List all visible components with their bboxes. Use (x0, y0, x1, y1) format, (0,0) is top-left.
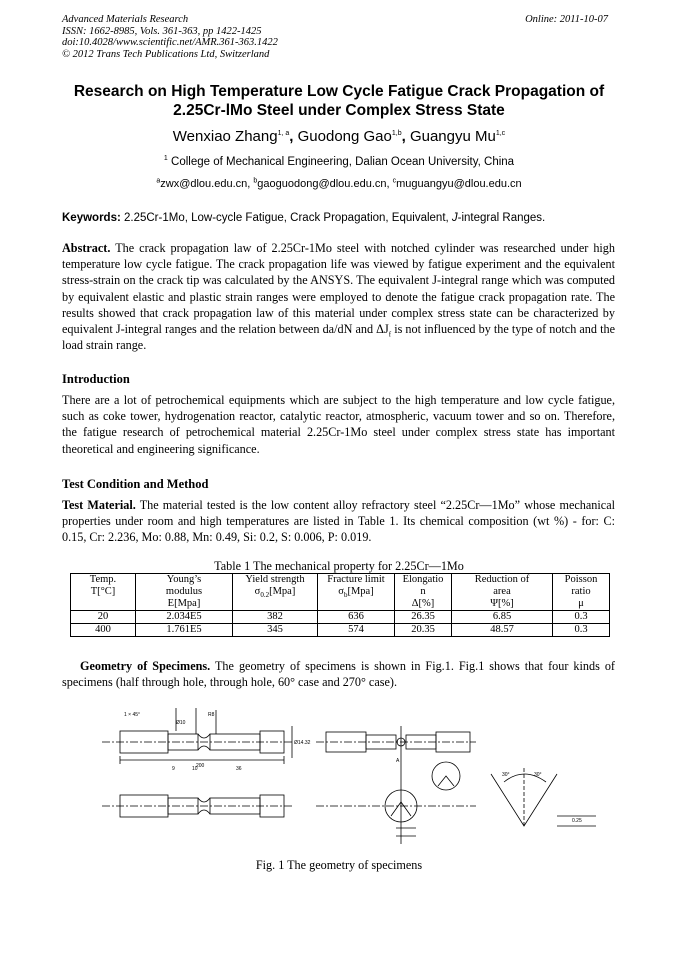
author-affil-mark: 1,c (495, 130, 506, 137)
abstract-tail: is not influenced by the type of notch and the load strain range. (62, 322, 615, 353)
geometry-paragraph (62, 658, 615, 690)
table-cell: 48.57 (452, 624, 553, 637)
col-header-fracture: Fracture limit $\sigma_b[Mpa]$ (318, 574, 395, 611)
table-cell: 400 (71, 624, 136, 637)
keywords-label: Keywords: (62, 212, 121, 224)
specimen-drawing (316, 790, 476, 836)
col-header-temp: Temp. T[°C] (71, 574, 136, 611)
paper-title (40, 82, 638, 120)
online-date: Online: 2011-10-07 (525, 14, 608, 25)
table-header-row (71, 574, 610, 611)
keywords (62, 212, 616, 224)
title-line-2: 2.25Cr-lMo Steel under Complex Stress State (173, 102, 505, 119)
specimen-geometry-figure (96, 704, 596, 852)
abstract-label: Abstract. (62, 241, 111, 255)
test-material-paragraph (62, 497, 615, 546)
affiliation-number: 1 (163, 155, 168, 163)
author-name: Wenxiao Zhang (172, 128, 278, 145)
title-line-1: Research on High Temperature Low Cycle Fatigue Crack Propagation of (73, 83, 605, 100)
table-cell: 1.761E5 (136, 624, 233, 637)
table-cell: 345 (233, 624, 318, 637)
mechanical-property-table (70, 573, 610, 637)
journal-name: Advanced Materials Research (62, 14, 189, 25)
col-header-elongation: Elongatio n Δ[%] (395, 574, 452, 611)
section-heading-introduction: Introduction (62, 372, 130, 386)
author-affil-mark: 1,b (391, 130, 402, 137)
abstract-text: The crack propagation law of 2.25Cr-1Mo steel with notched cylinder was researched under high temperature low cycle fatigue. The crack propagation life was viewed by fatigue experiment and the equivalent stress-strain on the crack tip was calculated by the ANSYS. The equivalent J-integral range which was computed by equivalent elastic and plastic strain ranges were employed to denote the fatigue crack propagation rate. The results showed that crack propagation law of this material under complex stress state can be characterized by equivalent J-integral ranges and the relation between da/dN and ΔJ (62, 241, 615, 337)
email-link[interactable]: gaoguodong@dlou.edu.cn, (257, 178, 393, 190)
affiliation (40, 156, 638, 168)
section-heading-test: Test Condition and Method (62, 477, 209, 491)
dim-label: Ø14.32 (294, 740, 311, 746)
col-header-poisson: Poisson ratio μ (553, 574, 610, 611)
dim-label: R8 (208, 712, 215, 718)
keywords-text: 2.25Cr-1Mo, Low-cycle Fatigue, Crack Propagation, Equivalent, (120, 212, 452, 224)
dim-label: 200 (196, 763, 205, 769)
col-header-yield: Yield strength $\sigma_{0.2}[Mpa]$ (233, 574, 318, 611)
dim-label: 9 (172, 766, 175, 772)
table-cell: 26.35 (395, 611, 452, 624)
specimen-drawing (316, 726, 476, 844)
abstract-subscript: f (388, 330, 392, 339)
affiliation-text: College of Mechanical Engineering, Dalian Ocean University, China (171, 156, 515, 168)
dim-label: 36 (236, 766, 242, 772)
table-cell: 2.034E5 (136, 611, 233, 624)
table-cell: 6.85 (452, 611, 553, 624)
email-mark: b (253, 177, 258, 185)
figure-caption: Fig. 1 The geometry of specimens (255, 858, 423, 872)
dim-label: 1 × 45° (124, 712, 141, 718)
table-cell: 20 (71, 611, 136, 624)
figure-dimension-labels (124, 712, 582, 824)
author-name: Guangyu Mu (409, 128, 496, 145)
geometry-label: Geometry of Specimens. (80, 659, 211, 673)
geometry-text: The geometry of specimens is shown in Fig.1. Fig.1 shows that four kinds of specimens (half through hole, through hole, 60° case and 270° case). (62, 659, 615, 690)
journal-header (62, 14, 278, 60)
test-material-text: The material tested is the low content alloy refractory steel “2.25Cr—1Mo” whose mechanical properties under room and high temperatures are listed in Table 1. Its chemical composition (wt %) - for: C: 0.15, Cr: 2.236, Mo: 0.88, Mn: 0.49, Si: 0.2, S: 0.006, P: 0.019. (62, 498, 615, 545)
col-header-reduction: Reduction of area Ψ[%] (452, 574, 553, 611)
dim-label: Ø10 (176, 720, 186, 726)
table-row (71, 611, 610, 624)
table-row (71, 624, 610, 637)
author-list: Wenxiao Zhang$^{1, a}$, Guodong Gao$^{1,b}$, Guangyu Mu$^{1,c}$ (172, 128, 506, 145)
journal-copyright: © 2012 Trans Tech Publications Ltd, Switzerland (62, 48, 270, 60)
author-emails (40, 178, 638, 190)
keywords-text-end: -integral Ranges. (457, 212, 546, 224)
table-cell: 0.3 (553, 611, 610, 624)
abstract (62, 240, 615, 353)
journal-issn: ISSN: 1662-8985, Vols. 361-363, pp 1422-1425 (62, 25, 262, 37)
dim-label: A (396, 758, 400, 764)
test-material-label: Test Material. (62, 498, 136, 512)
dim-label: 10 (192, 766, 198, 772)
table-cell: 0.3 (553, 624, 610, 637)
table-cell: 636 (318, 611, 395, 624)
dim-label: 0.25 (572, 818, 582, 824)
dim-label: 30° (502, 772, 510, 778)
journal-doi: doi:10.4028/www.scientific.net/AMR.361-363.1422 (62, 37, 278, 48)
author-name: Guodong Gao (297, 128, 392, 145)
keywords-j: J (451, 212, 458, 224)
specimen-drawing (102, 795, 292, 817)
dim-label: 30° (534, 772, 542, 778)
email-mark: c (392, 177, 397, 185)
email-mark: a (156, 177, 161, 185)
table-cell: 20.35 (395, 624, 452, 637)
col-header-young: Young’s modulus E[Mpa] (136, 574, 233, 611)
table-caption: Table 1 The mechanical property for 2.25Cr—1Mo (214, 559, 464, 573)
table-cell: 382 (233, 611, 318, 624)
email-link[interactable]: zwx@dlou.edu.cn, (160, 178, 254, 190)
email-link[interactable]: muguangyu@dlou.edu.cn (396, 178, 522, 190)
author-affil-mark: 1, a (277, 130, 290, 137)
introduction-text: There are a lot of petrochemical equipments which are subject to the high temperature and low cycle fatigue, such as coke tower, hydrogenation reactor, catalytic reactor, atmospheric, vacuum tower and so on. Therefore, the fatigue research of petrochemical material 2.25Cr-1Mo steel under complex stress state has important theoretical and engineering significance. (62, 393, 615, 456)
table-cell: 574 (318, 624, 395, 637)
